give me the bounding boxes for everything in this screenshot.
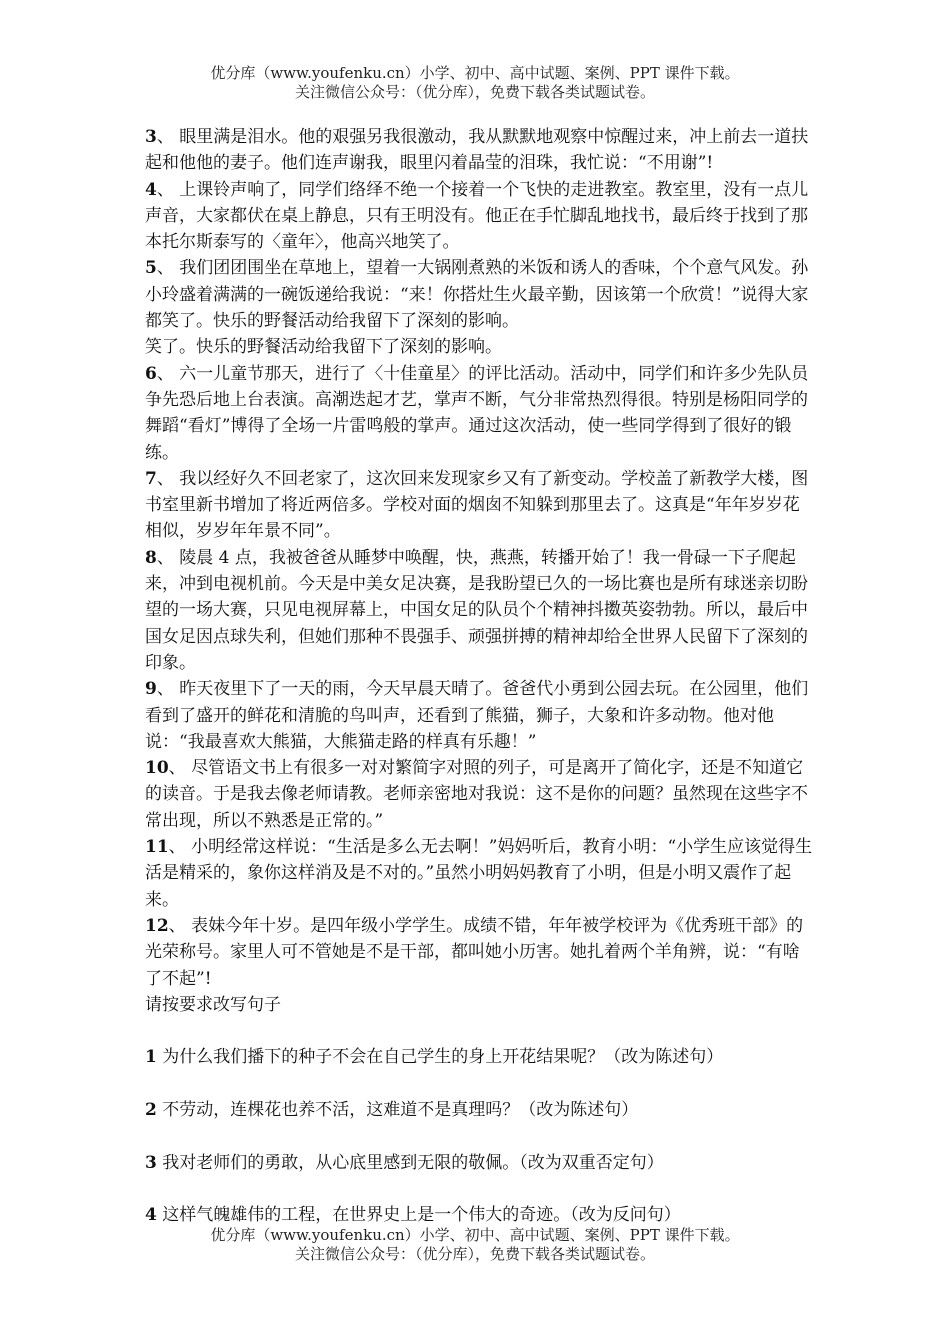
paragraph-text: 笑了。快乐的野餐活动给我留下了深刻的影响。 xyxy=(145,337,502,358)
paragraph-9 xyxy=(145,676,815,755)
paragraph-text: 、 昨天夜里下了一天的雨，今天早晨天晴了。爸爸代小勇到公园去玩。在公园里，他们看到了盛开的鲜花和清脆的鸟叫声，还看到了熊猫，狮子，大象和许多动物。他对他说：“我最喜欢大熊猫，大熊猫走路的样真有乐趣！” xyxy=(145,679,809,752)
page-header xyxy=(0,64,950,102)
paragraph-3 xyxy=(145,124,815,177)
paragraph-number: 7 xyxy=(145,468,157,489)
paragraph-11 xyxy=(145,834,815,913)
task-text: 我对老师们的勇敢，从心底里感到无限的敬佩。（改为双重否定句） xyxy=(162,1152,664,1173)
paragraph-number: 9 xyxy=(145,679,157,700)
task-number: 2 xyxy=(145,1099,157,1120)
task-item-1 xyxy=(145,1044,815,1070)
header-line-2: 关注微信公众号：（优分库），免费下载各类试题试卷。 xyxy=(294,83,655,101)
paragraph-5 xyxy=(145,255,815,334)
task-number: 4 xyxy=(145,1205,157,1226)
task-item-4 xyxy=(145,1202,815,1228)
paragraph-text: 、 我们团团围坐在草地上，望着一大锅刚煮熟的米饭和诱人的香味，个个意气风发。孙小玲盛着满满的一碗饭递给我说：“来！你搭灶生火最辛勤，因该第一个欣赏！”说得大家都笑了。快乐的野餐活动给我留下了深刻的影响。 xyxy=(145,258,809,332)
paragraph-number: 6 xyxy=(145,363,157,384)
page-footer xyxy=(0,1226,950,1264)
task-number: 1 xyxy=(145,1047,157,1068)
paragraph-8 xyxy=(145,545,815,676)
paragraph-4 xyxy=(145,177,815,256)
header-line-1: 优分库（www.youfenku.cn）小学、初中、高中试题、案例、PPT 课件下载。 xyxy=(210,64,740,82)
paragraph-text: 、 陵晨 4 点，我被爸爸从睡梦中唤醒，快，燕燕，转播开始了！我一骨碌一下子爬起来，冲到电视机前。今天是中美女足决赛，是我盼望已久的一场比赛也是所有球迷亲切盼望的一场大赛，只见电视屏幕上，中国女足的队员个个精神抖擞英姿勃勃。所以，最后中国女足因点球失利，但她们那种不畏强手、顽强拼搏的精神却给全世界人民留下了深刻的印象。 xyxy=(145,547,808,673)
paragraph-number: 5 xyxy=(145,258,157,279)
paragraph-text: 、 表妹今年十岁。是四年级小学学生。成绩不错，年年被学校评为《优秀班干部》的光荣称号。家里人可不管她是不是干部，都叫她小历害。她扎着两个羊角辨，说：“有啥了不起”! xyxy=(145,915,804,989)
footer-line-1: 优分库（www.youfenku.cn）小学、初中、高中试题、案例、PPT 课件下载。 xyxy=(210,1226,740,1244)
paragraph-5-continuation xyxy=(145,334,815,360)
paragraph-number: 4 xyxy=(145,179,157,200)
paragraph-6 xyxy=(145,361,815,466)
paragraph-text: 、 尽管语文书上有很多一对对繁简字对照的列子，可是离开了简化字，还是不知道它的读音。于是我去像老师请教。老师亲密地对我说：这不是你的问题？虽然现在这些字不常出现，所以不熟悉是正常的。” xyxy=(145,758,808,831)
task-text: 为什么我们播下的种子不会在自己学生的身上开花结果呢？（改为陈述句） xyxy=(162,1047,724,1068)
task-item-2 xyxy=(145,1097,815,1123)
task-text: 这样气魄雄伟的工程，在世界史上是一个伟大的奇迹。（改为反问句） xyxy=(162,1205,681,1226)
paragraph-text: 、 上课铃声响了，同学们络绎不绝一个接着一个飞快的走进教室。教室里，没有一点儿声音，大家都伏在桌上静息，只有王明没有。他正在手忙脚乱地找书，最后终于找到了那本托尔斯泰写的〈童年〉，他高兴地笑了。 xyxy=(145,179,809,253)
paragraph-text: 、 眼里满是泪水。他的艰强另我很激动，我从默默地观察中惊醒过来，冲上前去一道扶起和他他的妻子。他们连声谢我，眼里闪着晶莹的泪珠，我忙说：“不用谢”! xyxy=(145,127,809,174)
paragraph-7 xyxy=(145,466,815,545)
paragraph-text: 、 六一儿童节那天，进行了〈十佳童星〉的评比活动。活动中，同学们和许多少先队员争先恐后地上台表演。高潮迭起才艺，掌声不断，气分非常热烈得很。特别是杨阳同学的舞蹈“看灯”博得了全场一片雷鸣般的掌声。通过这次活动，使一些同学得到了很好的锻练。 xyxy=(145,363,809,463)
document-body xyxy=(145,124,815,1228)
paragraph-number: 10 xyxy=(145,758,169,779)
task-number: 3 xyxy=(145,1152,157,1173)
task-text: 不劳动，连棵花也养不活，这难道不是真理吗？（改为陈述句） xyxy=(162,1099,639,1120)
paragraph-12 xyxy=(145,913,815,992)
paragraph-number: 11 xyxy=(145,837,169,858)
footer-line-2: 关注微信公众号：（优分库），免费下载各类试题试卷。 xyxy=(294,1245,655,1263)
section-title: 请按要求改写句子 xyxy=(145,994,281,1015)
paragraph-text: 、 小明经常这样说：“生活是多么无去啊！”妈妈听后，教育小明：“小学生应该觉得生活是精采的，象你这样消及是不对的。”虽然小明妈妈教育了小明，但是小明又震作了起来。 xyxy=(145,837,813,910)
task-item-3 xyxy=(145,1150,815,1176)
paragraph-number: 8 xyxy=(145,547,157,568)
paragraph-number: 3 xyxy=(145,127,157,147)
paragraph-text: 、 我以经好久不回老家了，这次回来发现家乡又有了新变动。学校盖了新教学大楼，图书室里新书增加了将近两倍多。学校对面的烟囱不知躲到那里去了。这真是“年年岁岁花相似，岁岁年年景不同”。 xyxy=(145,468,809,542)
paragraph-number: 12 xyxy=(145,915,169,936)
paragraph-10 xyxy=(145,755,815,834)
